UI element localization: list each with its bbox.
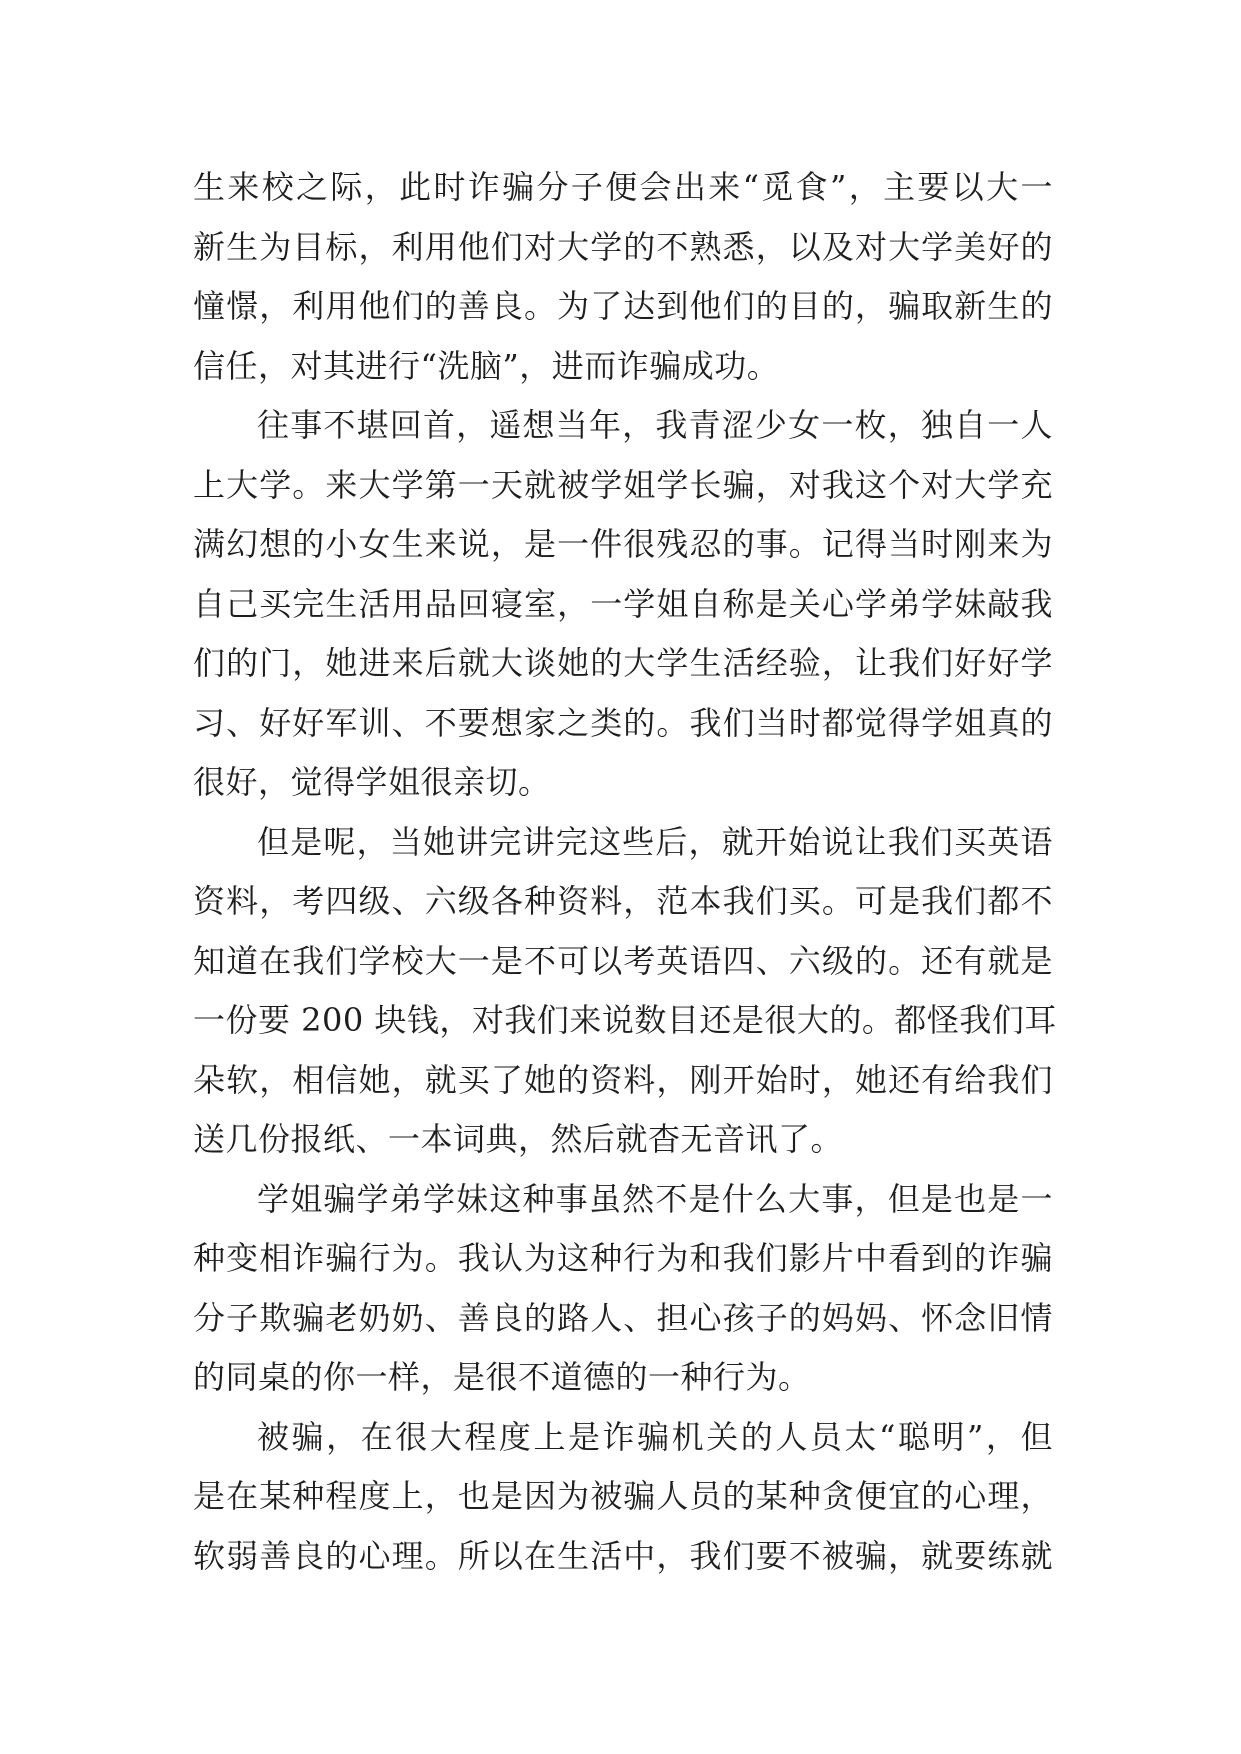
text-line: 知道在我们学校大一是不可以考英语四、六级的。还有就是 [193, 941, 1053, 980]
text-line: 习、好好军训、不要想家之类的。我们当时都觉得学姐真的 [193, 703, 1053, 742]
text-line: 上大学。来大学第一天就被学姐学长骗，对我这个对大学充 [193, 465, 1053, 504]
text-line: 是在某种程度上，也是因为被骗人员的某种贪便宜的心理， [193, 1477, 1053, 1515]
document-body [193, 158, 1057, 1586]
text-line: 的同桌的你一样，是很不道德的一种行为。 [193, 1358, 811, 1396]
text-line: 送几份报纸、一本词典，然后就杳无音讯了。 [193, 1120, 844, 1158]
text-line: 被骗，在很大程度上是诈骗机关的人员太“聪明”，但 [257, 1417, 1053, 1456]
text-line: 种变相诈骗行为。我认为这种行为和我们影片中看到的诈骗 [193, 1239, 1053, 1277]
text-line: 自己买完生活用品回寝室，一学姐自称是关心学弟学妹敲我 [193, 584, 1053, 623]
text-line: 满幻想的小女生来说，是一件很残忍的事。记得当时刚来为 [193, 525, 1053, 563]
text-line: 资料，考四级、六级各种资料，范本我们买。可是我们都不 [193, 882, 1053, 920]
text-line: 软弱善良的心理。所以在生活中，我们要不被骗，就要练就 [193, 1536, 1053, 1575]
text-line: 往事不堪回首，遥想当年，我青涩少女一枚，独自一人 [257, 406, 1053, 444]
text-line: 分子欺骗老奶奶、善良的路人、担心孩子的妈妈、怀念旧情 [193, 1298, 1053, 1337]
text-line: 憧憬，利用他们的善良。为了达到他们的目的，骗取新生的 [193, 287, 1053, 325]
text-line: 们的门，她进来后就大谈她的大学生活经验，让我们好好学 [193, 644, 1053, 682]
text-line: 但是呢，当她讲完讲完这些后，就开始说让我们买英语 [257, 822, 1053, 861]
paragraph-1 [193, 158, 1053, 396]
text-line: 朵软，相信她，就买了她的资料，刚开始时，她还有给我们 [193, 1060, 1053, 1099]
text-line: 一份要 200 块钱，对我们来说数目还是很大的。都怪我们耳 [193, 1001, 1057, 1039]
paragraph-5 [193, 1408, 1053, 1587]
paragraph-4 [193, 1170, 1053, 1408]
text-line: 新生为目标，利用他们对大学的不熟悉，以及对大学美好的 [193, 227, 1053, 266]
text-line: 学姐骗学弟学妹这种事虽然不是什么大事，但是也是一 [257, 1179, 1053, 1218]
paragraph-2 [193, 396, 1053, 813]
text-line: 很好，觉得学姐很亲切。 [193, 763, 551, 801]
text-line: 信任，对其进行“洗脑”，进而诈骗成功。 [193, 346, 780, 385]
paragraph-3 [193, 813, 1057, 1170]
text-line: 生来校之际，此时诈骗分子便会出来“觅食”，主要以大一 [193, 168, 1053, 206]
